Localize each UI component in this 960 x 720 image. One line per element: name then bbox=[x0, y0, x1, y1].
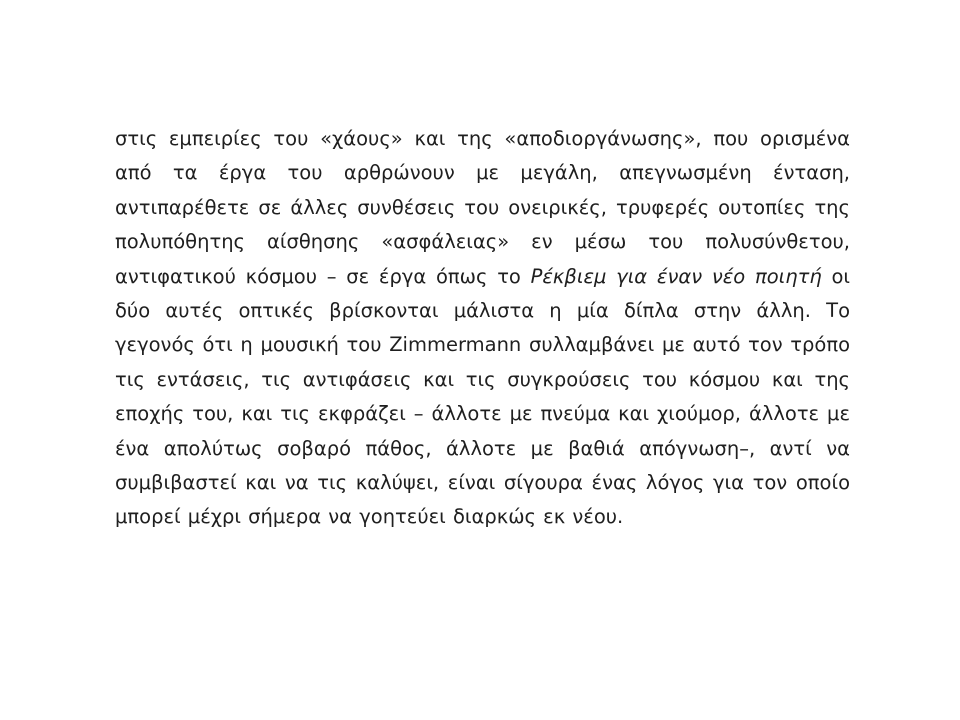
body-paragraph bbox=[115, 122, 850, 535]
paragraph-text-part-1: στις εμπειρίες του «χάους» και της «αποδιοργάνωσης», που ορισμένα από τα έργα του αρθρώνουν με μεγάλη, απεγνωσμένη ένταση, αντιπαρέθετε σε άλλες συνθέσεις του ονειρικές, τρυφερές ουτοπίες της πολυπόθητης αίσθησης «ασφάλειας» εν μέσω του πολυσύνθετου, αντιφατικού κόσμου – σε έργα όπως το bbox=[115, 127, 850, 288]
work-title-italic: Ρέκβιεμ για έναν νέο ποιητή bbox=[530, 264, 822, 288]
paragraph-text-part-2: οι δύο αυτές οπτικές βρίσκονται μάλιστα η μία δίπλα στην άλλη. Το γεγονός ότι η μουσική του Zimmermann συλλαμβάνει με αυτό τον τρόπο τις εντάσεις, τις αντιφάσεις και τις συγκρούσεις του κόσμου και της εποχής του, και τις εκφράζει – άλλοτε με πνεύμα και χιούμορ, άλλοτε με ένα απολύτως σοβαρό πάθος, άλλοτε με βαθιά απόγνωση–, αντί να συμβιβαστεί και να τις καλύψει, είναι σίγουρα ένας λόγος για τον οποίο μπορεί μέχρι σήμερα να γοητεύει διαρκώς εκ νέου. bbox=[115, 264, 850, 529]
